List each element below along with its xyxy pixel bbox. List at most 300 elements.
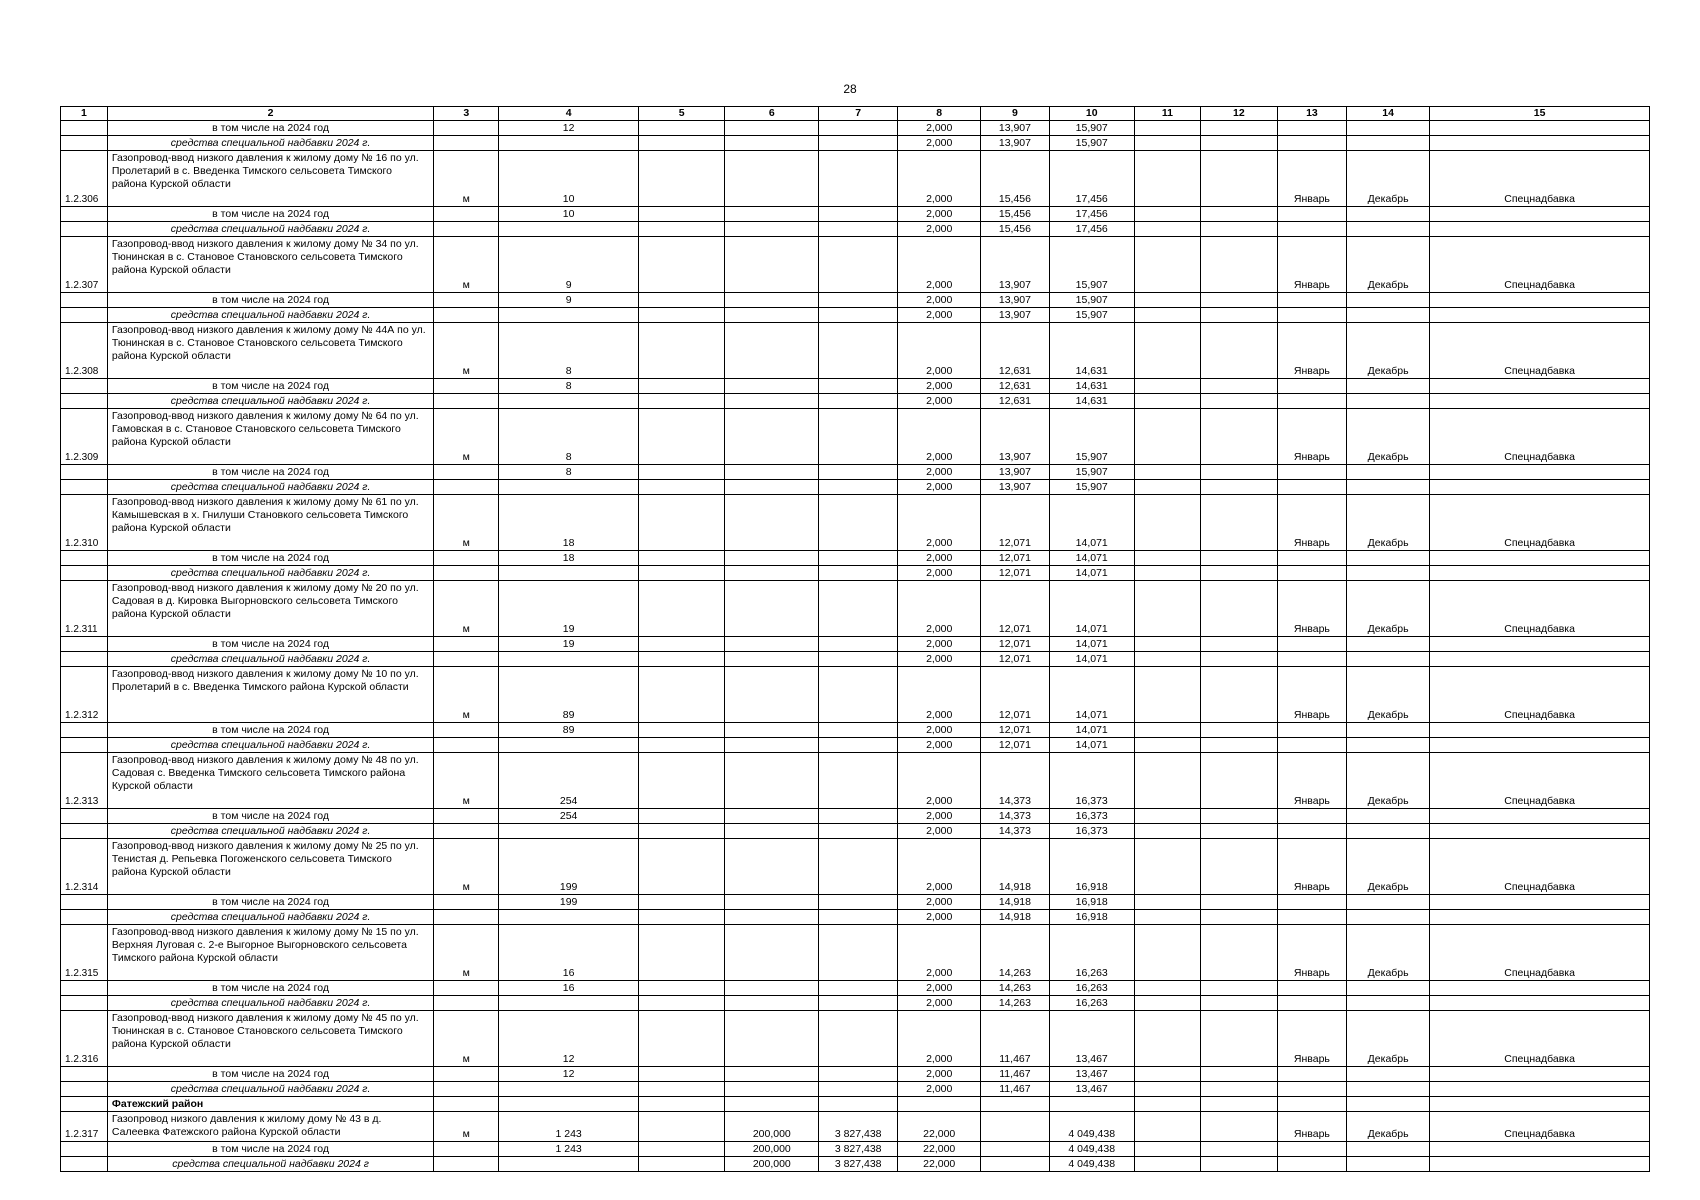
value-col8: 2,000: [898, 237, 981, 293]
table-cell: [1347, 566, 1430, 581]
value-col10: 15,907: [1049, 237, 1134, 293]
end-month: Декабрь: [1347, 151, 1430, 207]
item-row: [61, 237, 1650, 293]
value-col8: 22,000: [898, 1142, 981, 1157]
length-value: 16: [499, 925, 639, 981]
value-col10: 13,467: [1049, 1011, 1134, 1067]
table-cell: [61, 465, 108, 480]
table-cell: [639, 1142, 725, 1157]
table-cell: [1200, 465, 1277, 480]
value-col6: [725, 222, 819, 237]
table-cell: [1347, 121, 1430, 136]
table-cell: [1430, 121, 1650, 136]
table-cell: [1049, 1097, 1134, 1112]
table-cell: [1430, 637, 1650, 652]
table-cell: [981, 1097, 1049, 1112]
item-name: Газопровод-ввод низкого давления к жилому дому № 61 по ул. Камышевская в х. Гнилуши Становкого сельсовета Тимского района Курской области: [107, 495, 433, 551]
value-col8: 2,000: [898, 121, 981, 136]
value-col6: [725, 981, 819, 996]
section-row: [61, 1097, 1650, 1112]
value-col9: 11,467: [981, 1067, 1049, 1082]
value-col6: [725, 323, 819, 379]
table-cell: [1347, 136, 1430, 151]
item-row: [61, 409, 1650, 465]
length-value: [499, 308, 639, 323]
incl-row: [61, 121, 1650, 136]
table-cell: [1430, 1067, 1650, 1082]
value-col9: 12,071: [981, 738, 1049, 753]
incl-row: [61, 809, 1650, 824]
funding-source: Спецнадбавка: [1430, 151, 1650, 207]
item-code: 1.2.315: [61, 925, 108, 981]
item-name: Газопровод-ввод низкого давления к жилому дому № 20 по ул. Садовая в д. Кировка Выгорновского сельсовета Тимского района Курской области: [107, 581, 433, 637]
col-header: 4: [499, 107, 639, 121]
table-cell: [1134, 723, 1200, 738]
length-value: [499, 910, 639, 925]
row-label: в том числе на 2024 год: [107, 121, 433, 136]
value-col10: 15,907: [1049, 136, 1134, 151]
table-cell: [639, 394, 725, 409]
funding-source: Спецнадбавка: [1430, 323, 1650, 379]
value-col6: [725, 151, 819, 207]
end-month: Декабрь: [1347, 409, 1430, 465]
value-col9: 13,907: [981, 293, 1049, 308]
item-name: Газопровод-ввод низкого давления к жилому дому № 45 по ул. Тюнинская в с. Становое Становского сельсовета Тимского района Курской области: [107, 1011, 433, 1067]
table-cell: [1134, 1097, 1200, 1112]
table-cell: [1277, 981, 1346, 996]
funding-source: Спецнадбавка: [1430, 1011, 1650, 1067]
end-month: Декабрь: [1347, 495, 1430, 551]
table-cell: [1277, 465, 1346, 480]
funds-row: [61, 222, 1650, 237]
value-col9: 13,907: [981, 308, 1049, 323]
table-cell: [61, 738, 108, 753]
table-cell: [61, 136, 108, 151]
value-col9: 14,263: [981, 996, 1049, 1011]
table-cell: [1134, 566, 1200, 581]
value-col8: 2,000: [898, 495, 981, 551]
value-col7: [819, 1082, 898, 1097]
table-cell: [1200, 136, 1277, 151]
table-cell: [1430, 1082, 1650, 1097]
value-col7: [819, 809, 898, 824]
table-cell: [1347, 824, 1430, 839]
col-header: 2: [107, 107, 433, 121]
table-cell: [1277, 394, 1346, 409]
value-col10: 16,918: [1049, 895, 1134, 910]
table-cell: [639, 1157, 725, 1172]
table-cell: [1430, 566, 1650, 581]
value-col9: 13,907: [981, 237, 1049, 293]
table-cell: [1134, 895, 1200, 910]
table-cell: [639, 121, 725, 136]
table-cell: [1200, 824, 1277, 839]
funds-label: средства специальной надбавки 2024 г.: [107, 394, 433, 409]
value-col9: [981, 1112, 1049, 1142]
length-value: 9: [499, 293, 639, 308]
funding-source: Спецнадбавка: [1430, 581, 1650, 637]
incl-label: в том числе на 2024 год: [107, 551, 433, 566]
table-cell: [434, 222, 499, 237]
value-col6: [725, 379, 819, 394]
value-col9: 14,373: [981, 824, 1049, 839]
incl-row: [61, 637, 1650, 652]
table-cell: [1277, 308, 1346, 323]
table-cell: [434, 809, 499, 824]
value-col9: 13,907: [981, 409, 1049, 465]
table-cell: [1430, 895, 1650, 910]
table-cell: [1277, 652, 1346, 667]
table-cell: [1430, 738, 1650, 753]
value-col10: 14,071: [1049, 581, 1134, 637]
table-cell: [434, 551, 499, 566]
value-col9: 14,373: [981, 753, 1049, 809]
value-col10: 16,263: [1049, 996, 1134, 1011]
value-col8: 2,000: [898, 753, 981, 809]
item-row: [61, 1112, 1650, 1142]
table-cell: [1277, 136, 1346, 151]
table-cell: [61, 996, 108, 1011]
table-cell: [1200, 667, 1277, 723]
value-col7: [819, 409, 898, 465]
value-col9: [981, 1142, 1049, 1157]
incl-row: [61, 207, 1650, 222]
table-cell: [1134, 981, 1200, 996]
item-row: [61, 495, 1650, 551]
length-value: 10: [499, 207, 639, 222]
funding-source: Спецнадбавка: [1430, 667, 1650, 723]
table-cell: [1134, 637, 1200, 652]
table-cell: [1134, 394, 1200, 409]
value-col8: 2,000: [898, 738, 981, 753]
table-cell: [1277, 738, 1346, 753]
table-cell: [639, 738, 725, 753]
table-cell: [1277, 809, 1346, 824]
item-code: 1.2.313: [61, 753, 108, 809]
incl-label: в том числе на 2024 год: [107, 637, 433, 652]
table-cell: [639, 637, 725, 652]
table-cell: [1277, 723, 1346, 738]
value-col10: 14,631: [1049, 379, 1134, 394]
table-cell: [639, 981, 725, 996]
length-value: 1 243: [499, 1112, 639, 1142]
table-cell: [1134, 925, 1200, 981]
incl-row: [61, 465, 1650, 480]
value-col8: 2,000: [898, 723, 981, 738]
table-cell: [639, 1067, 725, 1082]
table-cell: [1200, 981, 1277, 996]
table-cell: [1347, 293, 1430, 308]
table-cell: [1134, 738, 1200, 753]
table-cell: [639, 925, 725, 981]
table-cell: [61, 1082, 108, 1097]
length-value: 18: [499, 495, 639, 551]
funds-row: [61, 738, 1650, 753]
value-col6: [725, 753, 819, 809]
funding-source: Спецнадбавка: [1430, 409, 1650, 465]
length-value: 18: [499, 551, 639, 566]
item-row: [61, 1011, 1650, 1067]
table-cell: [639, 824, 725, 839]
value-col8: 2,000: [898, 925, 981, 981]
value-col7: [819, 637, 898, 652]
unit: м: [434, 151, 499, 207]
length-value: [499, 1082, 639, 1097]
item-name: Газопровод-ввод низкого давления к жилому дому № 10 по ул. Пролетарий в с. Введенка Тимского района Курской области: [107, 667, 433, 723]
table-cell: [639, 723, 725, 738]
value-col7: [819, 667, 898, 723]
value-col6: [725, 667, 819, 723]
table-cell: [1430, 293, 1650, 308]
value-col10: 15,907: [1049, 293, 1134, 308]
value-col7: [819, 151, 898, 207]
table-cell: [1430, 551, 1650, 566]
item-row: [61, 839, 1650, 895]
table-cell: [639, 293, 725, 308]
table-cell: [434, 996, 499, 1011]
table-cell: [1430, 207, 1650, 222]
table-cell: [1277, 637, 1346, 652]
value-col8: 2,000: [898, 551, 981, 566]
table-cell: [1134, 480, 1200, 495]
funding-source: Спецнадбавка: [1430, 495, 1650, 551]
item-row: [61, 925, 1650, 981]
value-col8: 2,000: [898, 222, 981, 237]
value-col10: 14,071: [1049, 566, 1134, 581]
unit: м: [434, 495, 499, 551]
table-cell: [639, 409, 725, 465]
table-cell: [1134, 839, 1200, 895]
table-cell: [1347, 308, 1430, 323]
start-month: Январь: [1277, 1011, 1346, 1067]
value-col6: [725, 465, 819, 480]
value-col6: [725, 652, 819, 667]
value-col8: 22,000: [898, 1157, 981, 1172]
value-col6: [725, 738, 819, 753]
value-col9: 12,071: [981, 581, 1049, 637]
value-col7: [819, 379, 898, 394]
value-col9: 12,071: [981, 551, 1049, 566]
table-cell: [434, 121, 499, 136]
table-cell: [1134, 293, 1200, 308]
length-value: [499, 394, 639, 409]
value-col7: [819, 207, 898, 222]
table-cell: [639, 1097, 725, 1112]
item-code: 1.2.309: [61, 409, 108, 465]
item-name: Газопровод-ввод низкого давления к жилому дому № 34 по ул. Тюнинская в с. Становое Становского сельсовета Тимского района Курской области: [107, 237, 433, 293]
start-month: Январь: [1277, 151, 1346, 207]
value-col8: 2,000: [898, 394, 981, 409]
table-cell: [639, 996, 725, 1011]
incl-label: в том числе на 2024 год: [107, 1067, 433, 1082]
table-cell: [1277, 379, 1346, 394]
funds-row: [61, 1082, 1650, 1097]
col-header: 14: [1347, 107, 1430, 121]
funding-source: Спецнадбавка: [1430, 839, 1650, 895]
table-cell: [819, 136, 898, 151]
table-cell: [639, 839, 725, 895]
table-cell: [1200, 308, 1277, 323]
value-col6: [725, 409, 819, 465]
table-cell: [1200, 151, 1277, 207]
funds-row: [61, 394, 1650, 409]
value-col10: 16,918: [1049, 839, 1134, 895]
incl-label: в том числе на 2024 год: [107, 723, 433, 738]
value-col7: [819, 652, 898, 667]
length-value: 1 243: [499, 1142, 639, 1157]
value-col6: [725, 293, 819, 308]
table-cell: [1200, 409, 1277, 465]
length-value: 12: [499, 1011, 639, 1067]
table-cell: [1200, 237, 1277, 293]
length-value: [499, 136, 639, 151]
value-col7: [819, 1067, 898, 1082]
table-cell: [639, 323, 725, 379]
table-cell: [1430, 652, 1650, 667]
table-cell: [61, 394, 108, 409]
funds-label: средства специальной надбавки 2024 г.: [107, 222, 433, 237]
table-cell: [1430, 824, 1650, 839]
table-cell: [1134, 121, 1200, 136]
end-month: Декабрь: [1347, 667, 1430, 723]
table-cell: [61, 652, 108, 667]
value-col8: 2,000: [898, 910, 981, 925]
table-cell: [819, 121, 898, 136]
table-cell: [1277, 1097, 1346, 1112]
length-value: 12: [499, 1067, 639, 1082]
investment-program-table: [60, 106, 1650, 1172]
table-cell: [1277, 895, 1346, 910]
value-col8: 2,000: [898, 1011, 981, 1067]
value-col7: [819, 996, 898, 1011]
table-cell: [1200, 394, 1277, 409]
table-cell: [1134, 1142, 1200, 1157]
table-cell: [1200, 1097, 1277, 1112]
table-cell: [1277, 996, 1346, 1011]
table-cell: [434, 566, 499, 581]
value-col9: 11,467: [981, 1011, 1049, 1067]
table-cell: [1430, 379, 1650, 394]
col-header: 12: [1200, 107, 1277, 121]
table-cell: [1430, 136, 1650, 151]
end-month: Декабрь: [1347, 237, 1430, 293]
value-col7: [819, 551, 898, 566]
table-cell: [1430, 996, 1650, 1011]
start-month: Январь: [1277, 925, 1346, 981]
table-cell: [639, 809, 725, 824]
table-cell: [1347, 1082, 1430, 1097]
incl-row: [61, 981, 1650, 996]
table-cell: [1200, 207, 1277, 222]
table-cell: [725, 136, 819, 151]
value-col9: 13,907: [981, 121, 1049, 136]
value-col8: 2,000: [898, 895, 981, 910]
value-col10: 16,918: [1049, 910, 1134, 925]
value-col9: 13,907: [981, 136, 1049, 151]
table-cell: [1200, 1142, 1277, 1157]
value-col9: 12,071: [981, 723, 1049, 738]
value-col7: [819, 480, 898, 495]
table-cell: [1134, 1011, 1200, 1067]
value-col7: [819, 323, 898, 379]
table-cell: [1277, 566, 1346, 581]
table-cell: [1134, 495, 1200, 551]
funding-source: Спецнадбавка: [1430, 753, 1650, 809]
table-cell: [1430, 1157, 1650, 1172]
table-cell: [434, 652, 499, 667]
table-cell: [1347, 981, 1430, 996]
table-cell: [61, 895, 108, 910]
table-cell: [61, 1142, 108, 1157]
value-col9: 12,071: [981, 637, 1049, 652]
value-col10: 14,071: [1049, 637, 1134, 652]
value-col9: 15,456: [981, 222, 1049, 237]
table-cell: [1200, 738, 1277, 753]
table-cell: [819, 1097, 898, 1112]
table-cell: [434, 480, 499, 495]
value-col6: [725, 895, 819, 910]
item-name: Газопровод-ввод низкого давления к жилому дому № 48 по ул. Садовая с. Введенка Тимского сельсовета Тимского района Курской области: [107, 753, 433, 809]
table-cell: [1200, 996, 1277, 1011]
table-cell: [1134, 465, 1200, 480]
table-cell: [1134, 237, 1200, 293]
length-value: [499, 1157, 639, 1172]
funds-label: средства специальной надбавки 2024 г.: [107, 308, 433, 323]
table-cell: [1277, 480, 1346, 495]
table-cell: [639, 237, 725, 293]
value-col10: 14,071: [1049, 551, 1134, 566]
length-value: 9: [499, 237, 639, 293]
item-code: 1.2.316: [61, 1011, 108, 1067]
value-col9: 12,071: [981, 495, 1049, 551]
table-cell: [1200, 1082, 1277, 1097]
table-cell: [1134, 1157, 1200, 1172]
table-cell: [1277, 910, 1346, 925]
table-cell: [434, 136, 499, 151]
table-cell: [434, 824, 499, 839]
value-col9: 15,456: [981, 207, 1049, 222]
length-value: [499, 222, 639, 237]
value-col7: [819, 824, 898, 839]
value-col6: [725, 637, 819, 652]
table-cell: [1430, 809, 1650, 824]
table-cell: [1134, 308, 1200, 323]
table-cell: [1200, 581, 1277, 637]
value-col8: 2,000: [898, 379, 981, 394]
table-cell: [61, 723, 108, 738]
funds-label: средства специальной надбавки 2024 г.: [107, 738, 433, 753]
value-col7: [819, 910, 898, 925]
value-col7: [819, 1011, 898, 1067]
value-col7: [819, 566, 898, 581]
table-cell: [1134, 753, 1200, 809]
table-cell: [61, 637, 108, 652]
value-col7: [819, 581, 898, 637]
value-col7: [819, 465, 898, 480]
value-col10: 13,467: [1049, 1082, 1134, 1097]
table-cell: [1347, 652, 1430, 667]
value-col6: [725, 1067, 819, 1082]
table-cell: [1134, 1067, 1200, 1082]
item-row: [61, 581, 1650, 637]
table-cell: [639, 1082, 725, 1097]
incl-label: в том числе на 2024 год: [107, 465, 433, 480]
col-header: 1: [61, 107, 108, 121]
table-cell: [1347, 1067, 1430, 1082]
col-header: 10: [1049, 107, 1134, 121]
incl-row: [61, 1067, 1650, 1082]
value-col7: [819, 839, 898, 895]
